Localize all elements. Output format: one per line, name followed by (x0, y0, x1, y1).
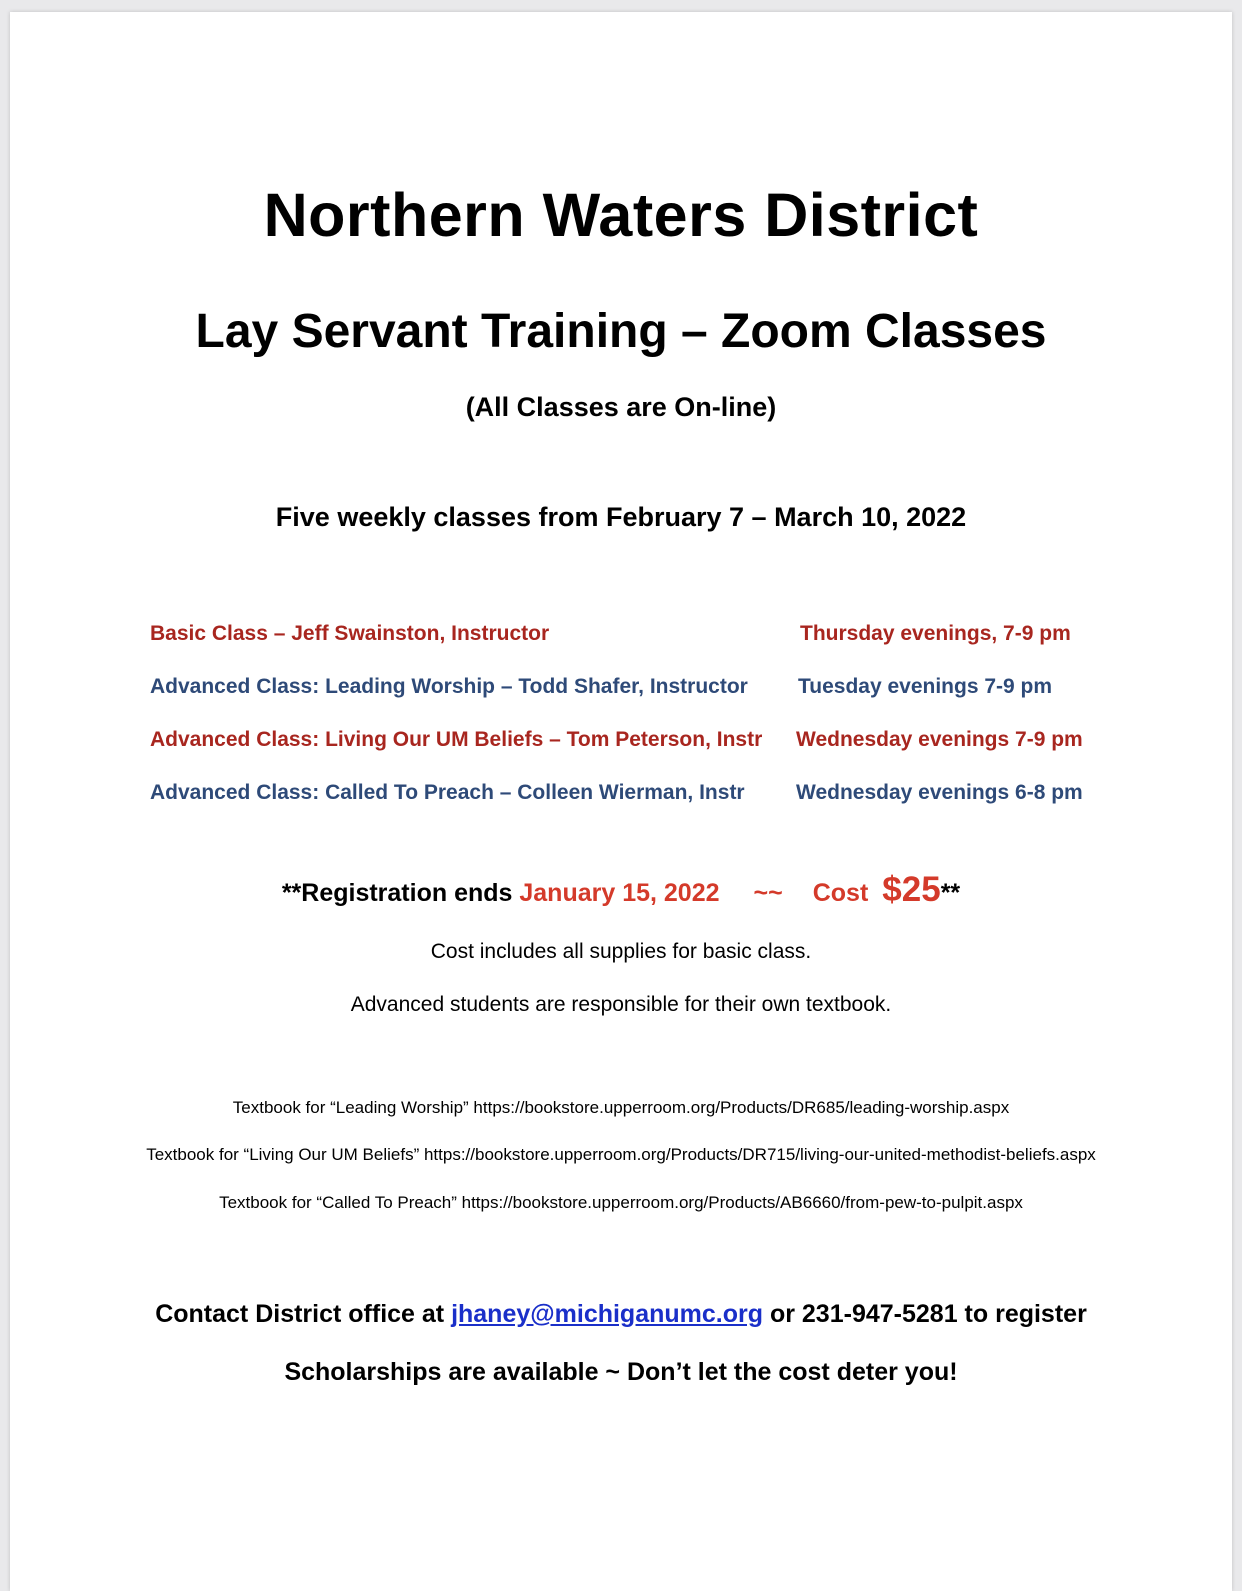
registration-date: January 15, 2022 (519, 879, 720, 907)
registration-separator: ~~ (753, 879, 783, 907)
class-called-to-preach-time: Wednesday evenings 6-8 pm (796, 781, 1083, 804)
textbook-um-beliefs: Textbook for “Living Our UM Beliefs” https://bookstore.upperroom.org/Products/DR715/living-our-united-methodist-beliefs.aspx (146, 1145, 1096, 1164)
textbook-leading-worship: Textbook for “Leading Worship” https://bookstore.upperroom.org/Products/DR685/leading-worship.aspx (232, 1098, 1010, 1117)
flyer-page (10, 12, 1232, 1591)
cost-price: $25 (882, 870, 941, 909)
contact-prefix: Contact District office at (155, 1300, 452, 1328)
registration-prefix: **Registration ends (281, 879, 520, 907)
class-um-beliefs-name: Advanced Class: Living Our UM Beliefs – Tom Peterson, Instr (150, 728, 763, 751)
supplies-note: Cost includes all supplies for basic class. (430, 940, 812, 963)
class-dates: Five weekly classes from February 7 – March 10, 2022 (275, 502, 967, 532)
cost-label: Cost (812, 879, 869, 907)
class-basic-name: Basic Class – Jeff Swainston, Instructor (150, 622, 550, 645)
online-note: (All Classes are On-line) (465, 392, 777, 422)
page-title: Northern Waters District (263, 181, 979, 249)
contact-line (10, 1300, 1232, 1329)
registration-suffix: ** (940, 879, 961, 907)
scholarship-note: Scholarships are available ~ Don’t let the cost deter you! (284, 1358, 958, 1386)
class-um-beliefs-time: Wednesday evenings 7-9 pm (796, 728, 1083, 751)
page-subtitle: Lay Servant Training – Zoom Classes (195, 305, 1047, 358)
textbook-called-to-preach: Textbook for “Called To Preach” https://bookstore.upperroom.org/Products/AB6660/from-pew-to-pulpit.aspx (219, 1193, 1023, 1212)
registration-line (10, 870, 1232, 910)
contact-email-link[interactable]: jhaney@michiganumc.org (451, 1300, 764, 1328)
class-called-to-preach-name: Advanced Class: Called To Preach – Colleen Wierman, Instr (150, 781, 745, 804)
class-leading-worship-time: Tuesday evenings 7-9 pm (798, 675, 1053, 698)
class-leading-worship-name: Advanced Class: Leading Worship – Todd Shafer, Instructor (150, 675, 748, 698)
textbook-note: Advanced students are responsible for their own textbook. (350, 993, 892, 1016)
class-basic-time: Thursday evenings, 7-9 pm (800, 622, 1071, 645)
contact-suffix: or 231-947-5281 to register (763, 1300, 1087, 1328)
